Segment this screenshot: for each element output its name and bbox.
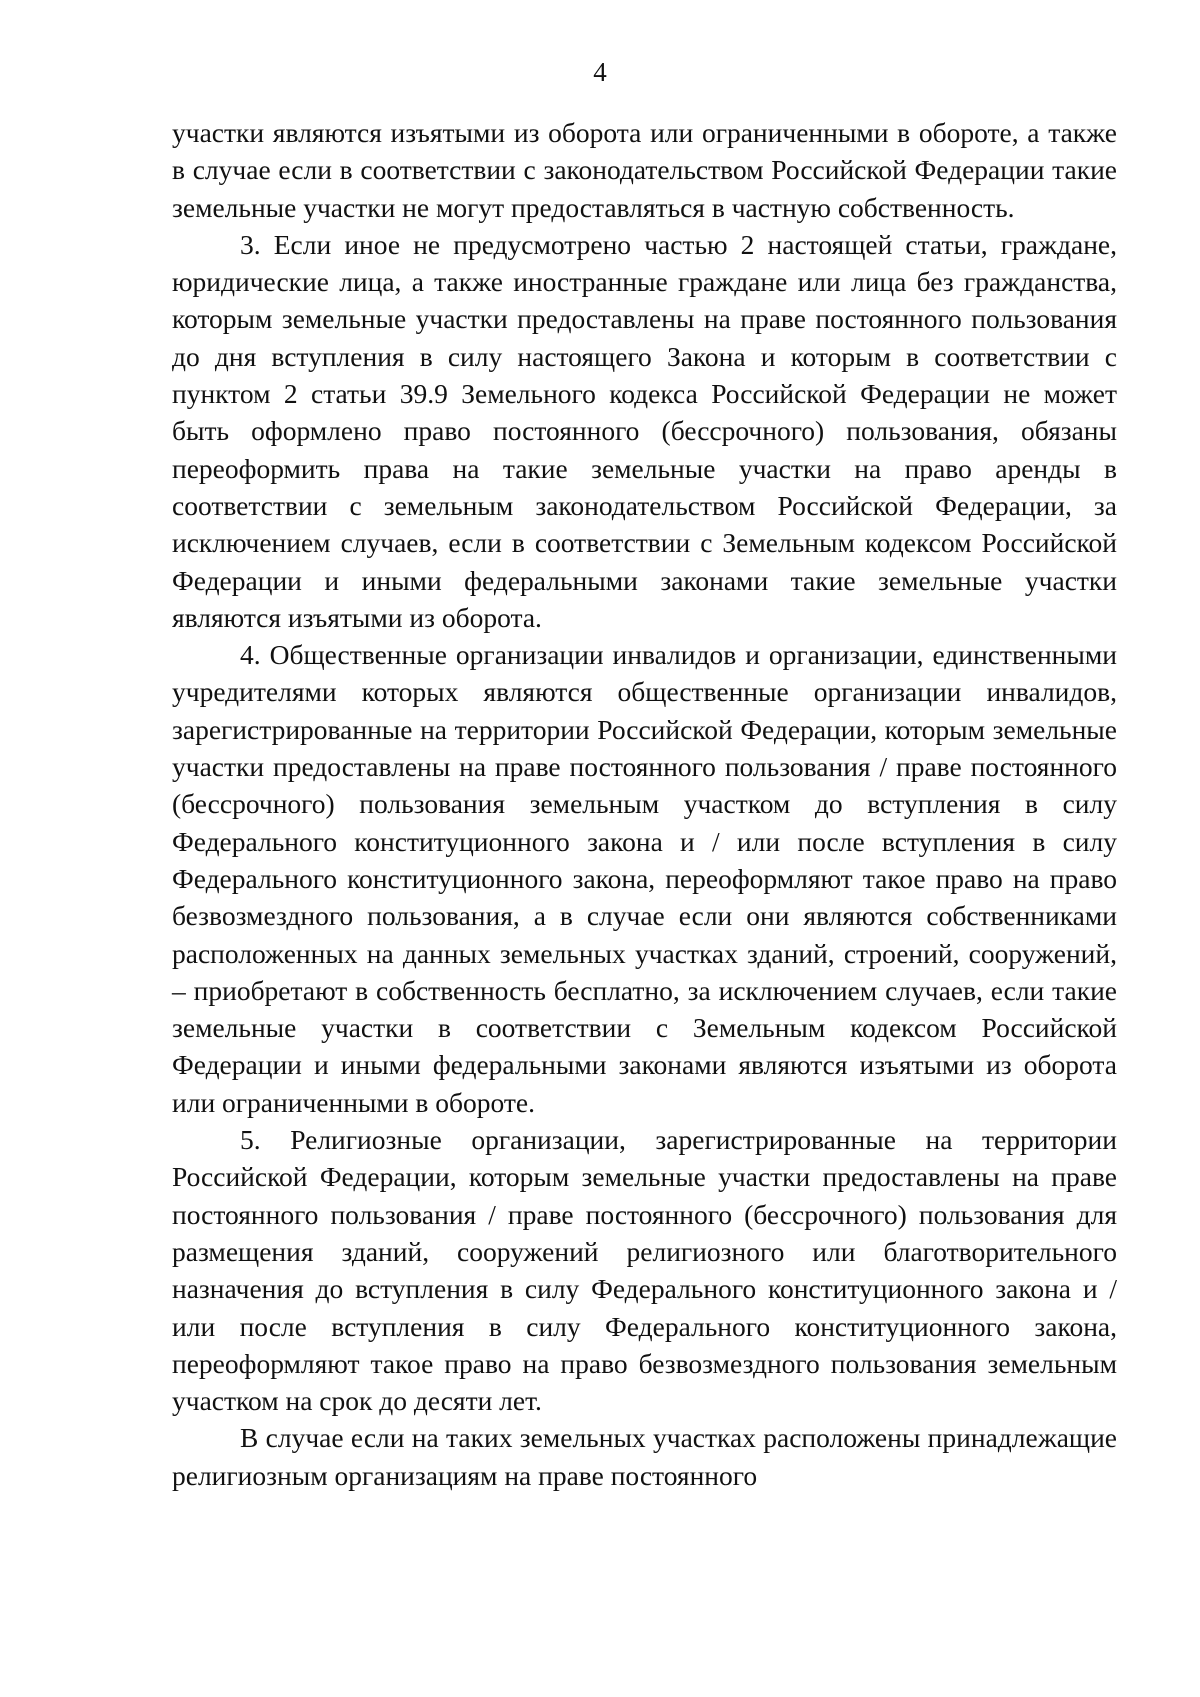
paragraph-item-5-continuation: В случае если на таких земельных участках расположены принадлежащие религиозным организациям на праве постоянного <box>172 1422 1117 1491</box>
paragraph-item-5: 5. Религиозные организации, зарегистрированные на территории Российской Федерации, которым земельные участки предоставлены на праве постоянного пользования / праве постоянного (бессрочного) пользования для размещения зданий, сооружений религиозного или благотворительного назначения до вступления в силу Федерального конституционного закона и / или после вступления в силу Федерального конституционного закона, переоформляют такое право на право безвозмездного пользования земельным участком на срок до десяти лет. <box>172 1124 1117 1417</box>
paragraph-item-3: 3. Если иное не предусмотрено частью 2 настоящей статьи, граждане, юридические лица, а также иностранные граждане или лица без гражданства, которым земельные участки предоставлены на праве постоянного пользования до дня вступления в силу настоящего Закона и которым в соответствии с пунктом 2 статьи 39.9 Земельного кодекса Российской Федерации не может быть оформлено право постоянного (бессрочного) пользования, обязаны переоформить права на такие земельные участки на право аренды в соответствии с земельным законодательством Российской Федерации, за исключением случаев, если в соответствии с Земельным кодексом Российской Федерации и иными федеральными законами такие земельные участки являются изъятыми из оборота. <box>172 228 1117 633</box>
document-body <box>172 114 1117 1494</box>
paragraph-item-4: 4. Общественные организации инвалидов и организации, единственными учредителями которых являются общественные организации инвалидов, зарегистрированные на территории Российской Федерации, которым земельные участки предоставлены на праве постоянного пользования / праве постоянного (бессрочного) пользования земельным участком до вступления в силу Федерального конституционного закона и / или после вступления в силу Федерального конституционного закона, переоформляют такое право на право безвозмездного пользования, а в случае если они являются собственниками расположенных на данных земельных участках зданий, строений, сооружений, – приобретают в собственность бесплатно, за исключением случаев, если такие земельные участки в соответствии с Земельным кодексом Российской Федерации и иными федеральными законами являются изъятыми из оборота или ограниченными в обороте. <box>172 639 1117 1118</box>
page-number: 4 <box>593 57 607 87</box>
paragraph-continuation: участки являются изъятыми из оборота или ограниченными в обороте, а также в случае если в соответствии с законодательством Российской Федерации такие земельные участки не могут предоставляться в частную собственность. <box>172 117 1117 223</box>
